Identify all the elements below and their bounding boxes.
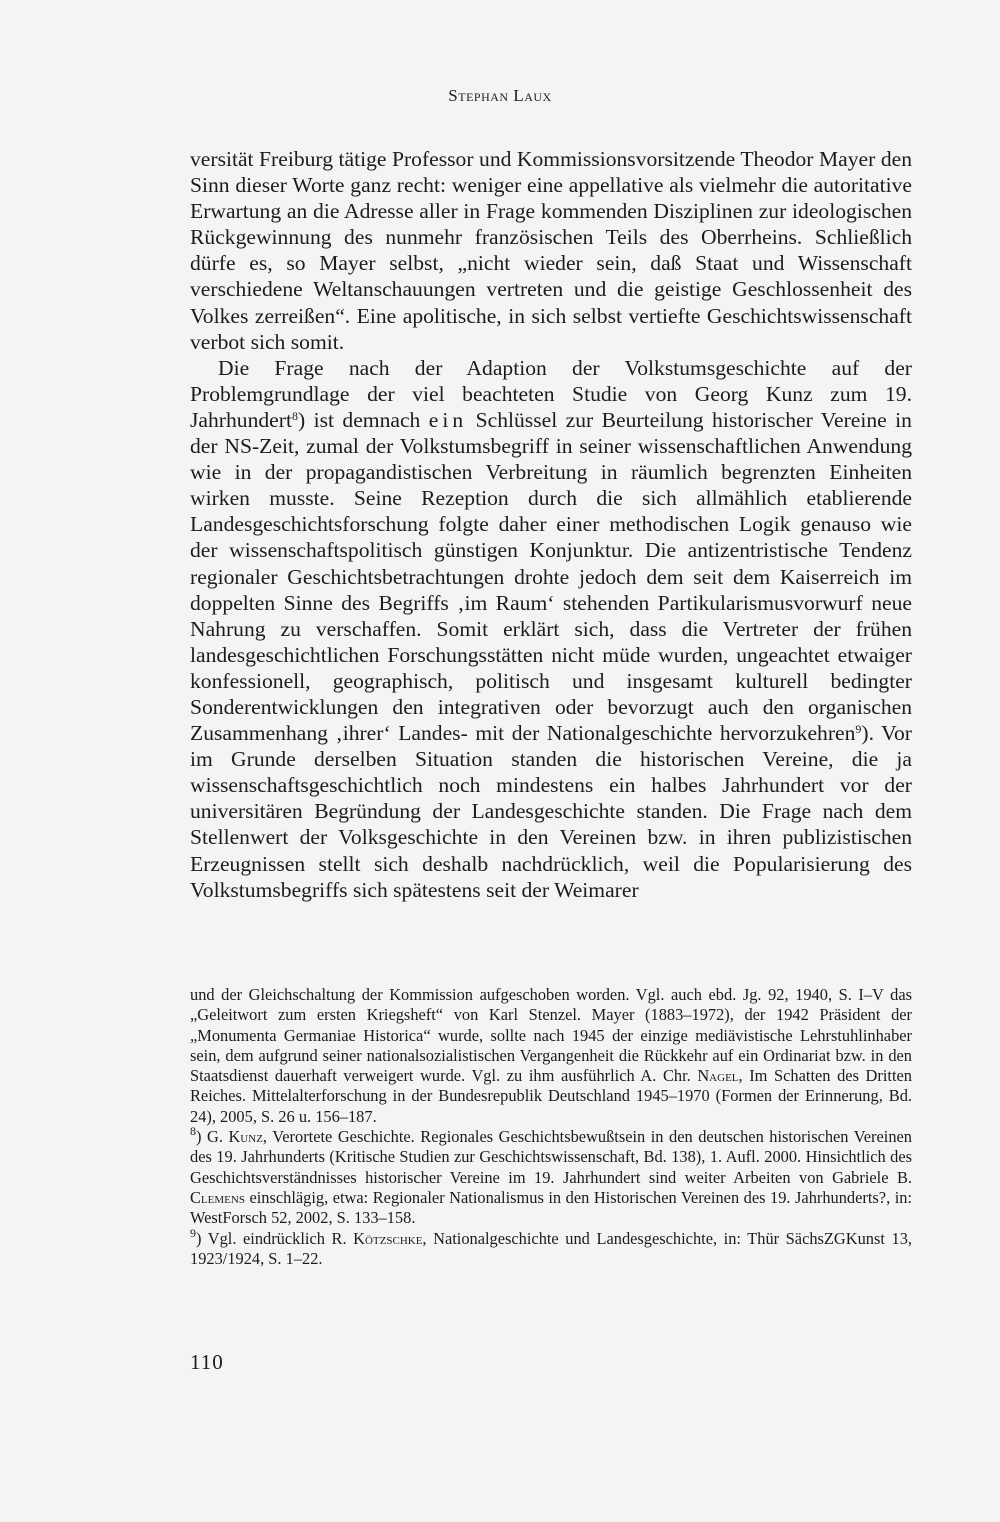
paragraph-2-part-a: Die Frage nach der Adaption der Volkstumsgeschichte auf der Problemgrundlage der viel beachteten Studie von Georg Kunz zum 19. Jahrhundert xyxy=(190,355,912,432)
footnotes xyxy=(190,985,912,1269)
footnote-8-mark: 8 xyxy=(190,1124,196,1139)
footnote-9-author: Kötzschke xyxy=(353,1228,423,1248)
footnote-9-part-b: , Nationalgeschichte und Landesgeschichte, in: Thür SächsZGKunst 13, 1923/1924, S. 1–22. xyxy=(190,1228,912,1268)
footnote-8-part-c: einschlägig, etwa: Regionaler Nationalismus in den Historischen Vereinen des 19. Jahrhunderts?, in: WestForsch 52, 2002, S. 133–158. xyxy=(190,1187,912,1228)
emphasis-ein: ein xyxy=(428,407,468,432)
footnote-8-author-2: Clemens xyxy=(190,1187,245,1207)
footnote-cont-part-a: und der Gleichschaltung der Kommission aufgeschoben worden. Vgl. auch ebd. Jg. 92, 1940, S. I–V das „Geleitwort zum ersten Kriegsheft“ von Karl Stenzel. Mayer (1883–1972), der 1942 Präsident der „Monumenta Germaniae Historica“ wurde, sollte nach 1945 der einzige mediävistische Lehrstuhlinhaber sein, dem aufgrund seiner nationalsozialistischen Vergangenheit die Rückkehr auf ein Ordinariat bzw. in den Staatsdienst dauerhaft verweigert wurde. Vgl. zu ihm ausführlich A. Chr. xyxy=(190,985,912,1086)
paragraph-1: versität Freiburg tätige Professor und Kommissionsvorsitzende Theodor Mayer den Sinn dieser Worte ganz recht: weniger eine appellative als vielmehr die autoritative Erwartung an die Adresse aller in Frage kommenden Disziplinen zur ideologischen Rückgewinnung des nunmehr französischen Teils des Oberrheins. Schließlich dürfe es, so Mayer selbst, „nicht wieder sein, daß Staat und Wissenschaft verschiedene Weltanschauungen vertreten und die geistige Geschlossenheit des Volkes zerreißen“. Eine apolitische, in sich selbst vertiefte Geschichtswissenschaft verbot sich somit. xyxy=(190,147,912,354)
page-number: 110 xyxy=(190,1350,224,1374)
footnote-9-mark: 9 xyxy=(190,1225,196,1240)
paragraph-2-part-b: ) ist demnach xyxy=(297,407,421,432)
running-head: Stephan Laux xyxy=(448,86,552,105)
paragraph-2-part-c: Schlüssel zur Beurteilung historischer Vereine in der NS-Zeit, zumal der Volkstumsbegriff in seiner wissenschaftlichen Anwendung wie in der propagandistischen Verbreitung in räumlich begrenzten Einheiten wirken musste. Seine Rezeption durch die sich allmählich etablierende Landesgeschichtsforschung folgte daher einer methodischen Logik genauso wie der wissenschaftspolitisch günstigen Konjunktur. Die antizentristische Tendenz regionaler Geschichtsbetrachtungen drohte jedoch dem seit dem Kaiserreich im doppelten Sinne des Begriffs ‚im Raum‘ stehenden Partikularismusvorwurf neue Nahrung zu verschaffen. Somit erklärt sich, dass die Vertreter der frühen landesgeschichtlichen Forschungsstätten nicht müde wurden, ungeachtet etwaiger konfessionell, geographisch, politisch und insgesamt kulturell bedingter Sonderentwicklungen den integrativen oder bevorzugt auch den organischen Zusammenhang ‚ihrer‘ Landes- mit der Nationalgeschichte hervorzukehren xyxy=(190,407,912,746)
footnote-continuation xyxy=(190,985,912,1127)
paragraph-2-part-d: ). Vor im Grunde derselben Situation standen die historischen Vereine, die ja wissenschaftsgeschichtlich noch mindestens ein halbes Jahrhundert vor der universitären Begründung der Landesgeschichte standen. Die Frage nach dem Stellenwert der Volksgeschichte in den Vereinen bzw. in ihren publizistischen Erzeugnissen stellt sich deshalb nachdrücklich, weil die Popularisierung des Volkstumsbegriffs sich spätestens seit der Weimarer xyxy=(190,721,912,902)
footnote-ref-9[interactable]: 9 xyxy=(855,722,862,737)
footnote-cont-part-b: , Im Schatten des Dritten Reiches. Mittelalterforschung in der Bundesrepublik Deutschland 1945–1970 (Formen der Erinnerung, Bd. 24), 2005, S. 26 u. 156–187. xyxy=(190,1066,912,1126)
footnote-8-author: Kunz xyxy=(228,1127,263,1147)
footnote-9 xyxy=(190,1225,912,1270)
footnote-8-part-a: ) G. xyxy=(196,1127,223,1147)
footnote-8 xyxy=(190,1124,912,1228)
footnote-cont-author: Nagel xyxy=(697,1066,739,1086)
footnote-8-part-b: , Verortete Geschichte. Regionales Geschichtsbewußtsein in den deutschen historischen Vereinen des 19. Jahrhunderts (Kritische Studien zur Geschichtswissenschaft, Bd. 138), 1. Aufl. 2000. Hinsichtlich des Geschichtsverständnisses historischer Vereine im 19. Jahrhundert sind weiter Arbeiten von Gabriele B. xyxy=(190,1127,912,1187)
paragraph-2 xyxy=(190,355,912,903)
main-text xyxy=(190,146,912,903)
footnote-9-part-a: ) Vgl. eindrücklich R. xyxy=(196,1228,347,1248)
footnote-ref-8[interactable]: 8 xyxy=(291,408,298,423)
